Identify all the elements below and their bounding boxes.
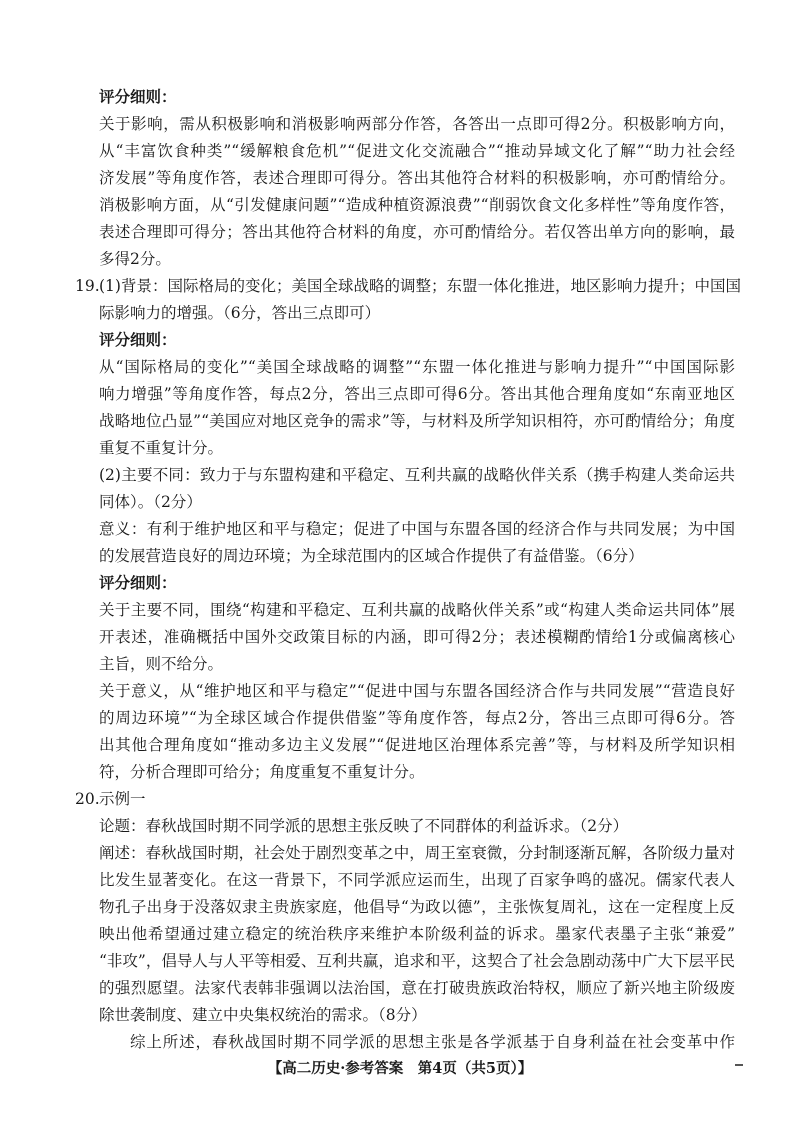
text-line: 从“丰富饮食种类”“缓解粮食危机”“促进文化交流融合”“推动异域文化了解”“助力社会经 [99, 142, 735, 160]
summary-line: 综上所述，春秋战国时期不同学派的思想主张是各学派基于自身利益在社会变革中作 [130, 1033, 735, 1051]
text-line: 映出他希望通过建立稳定的统治秩序来维护本阶级利益的诉求。墨家代表墨子主张“兼爱” [99, 925, 735, 943]
thesis-line: 论题：春秋战国时期不同学派的思想主张反映了不同群体的利益诉求。（2分） [99, 817, 629, 835]
text-line: 的发展营造良好的周边环境；为全球范围内的区域合作提供了有益借鉴。（6分） [99, 547, 644, 565]
text-line: 关于主要不同，围绕“构建和平稳定、互利共赢的战略伙伴关系”或“构建人类命运共同体”展 [99, 601, 735, 619]
corner-mark [735, 1064, 743, 1066]
text-line: 阐述：春秋战国时期，社会处于剧烈变革之中，周王室衰微，分封制逐渐瓦解，各阶级力量对 [99, 844, 735, 862]
text-line: 消极影响方面，从“引发健康问题”“造成种植资源浪费”“削弱饮食文化多样性”等角度作答， [99, 196, 735, 214]
example-label: 示例一 [99, 790, 146, 808]
text-line: 意义：有利于维护地区和平与稳定；促进了中国与东盟各国的经济合作与共同发展；为中国 [99, 520, 735, 538]
text-line: 符，分析合理即可给分；角度重复不重复计分。 [99, 763, 425, 781]
text-line: “非攻”，倡导人与人平等相爱、互利共赢，追求和平，这契合了社会急剧动荡中广大下层平民 [99, 952, 735, 970]
question-number-20: 20. [75, 790, 100, 808]
text-line: 战略地位凸显”“美国应对地区竞争的需求”等，与材料及所学知识相符，亦可酌情给分；角度 [99, 412, 735, 430]
text-line: 的周边环境”“为全球区域合作提供借鉴”等角度作答，每点2分，答出三点即可得6分。答 [99, 709, 735, 727]
text-line: 出其他合理角度如“推动多边主义发展”“促进地区治理体系完善”等，与材料及所学知识相 [99, 736, 735, 754]
scoring-rules-heading: 评分细则： [99, 330, 177, 349]
text-line: 物孔子出身于没落奴隶主贵族家庭，他倡导“为政以德”，主张恢复周礼，这在一定程度上反 [99, 898, 735, 916]
text-line: 重复不重复计分。 [99, 439, 224, 457]
text-line: (2)主要不同：致力于与东盟构建和平稳定、互利共赢的战略伙伴关系（携手构建人类命运共 [99, 466, 735, 484]
text-line: 响力增强”等角度作答，每点2分，答出三点即可得6分。答出其他合理角度如“东南亚地区 [99, 385, 735, 403]
text-line: 际影响力的增强。（6分，答出三点即可） [99, 304, 381, 322]
text-line: 除世袭制度、建立中央集权统治的需求。（8分） [99, 1006, 427, 1024]
text-line: 从“国际格局的变化”“美国全球战略的调整”“东盟一体化推进与影响力提升”“中国国际影 [99, 358, 735, 376]
text-line: 开表述，准确概括中国外交政策目标的内涵，即可得2分；表述模糊酌情给1分或偏离核心 [99, 628, 735, 646]
text-line: 多得2分。 [99, 250, 171, 268]
question-number-19: 19. [75, 277, 100, 295]
text-line: 表述合理即可得分；答出其他符合材料的角度，亦可酌情给分。若仅答出单方向的影响，最 [99, 223, 735, 241]
text-line: (1)背景：国际格局的变化；美国全球战略的调整；东盟一体化推进，地区影响力提升；中国国 [99, 277, 741, 295]
scoring-rules-heading: 评分细则： [99, 573, 177, 592]
scoring-rules-heading: 评分细则： [99, 87, 177, 106]
page-footer: 【高二历史·参考答案 第4页（共5页）】 [267, 1060, 533, 1077]
text-line: 的强烈愿望。法家代表韩非强调以法治国，意在打破贵族政治特权，顺应了新兴地主阶级废 [99, 979, 735, 997]
text-line: 关于意义，从“维护地区和平与稳定”“促进中国与东盟各国经济合作与共同发展”“营造良好 [99, 682, 735, 700]
text-line: 比发生显著变化。在这一背景下，不同学派应运而生，出现了百家争鸣的盛况。儒家代表人 [99, 871, 735, 889]
text-line: 主旨，则不给分。 [99, 655, 224, 673]
text-line: 同体）。（2分） [99, 493, 202, 511]
text-line: 济发展”等角度作答，表述合理即可得分。答出其他符合材料的积极影响，亦可酌情给分。 [99, 169, 735, 187]
text-line: 关于影响，需从积极影响和消极影响两部分作答，各答出一点即可得2分。积极影响方向， [99, 115, 735, 133]
